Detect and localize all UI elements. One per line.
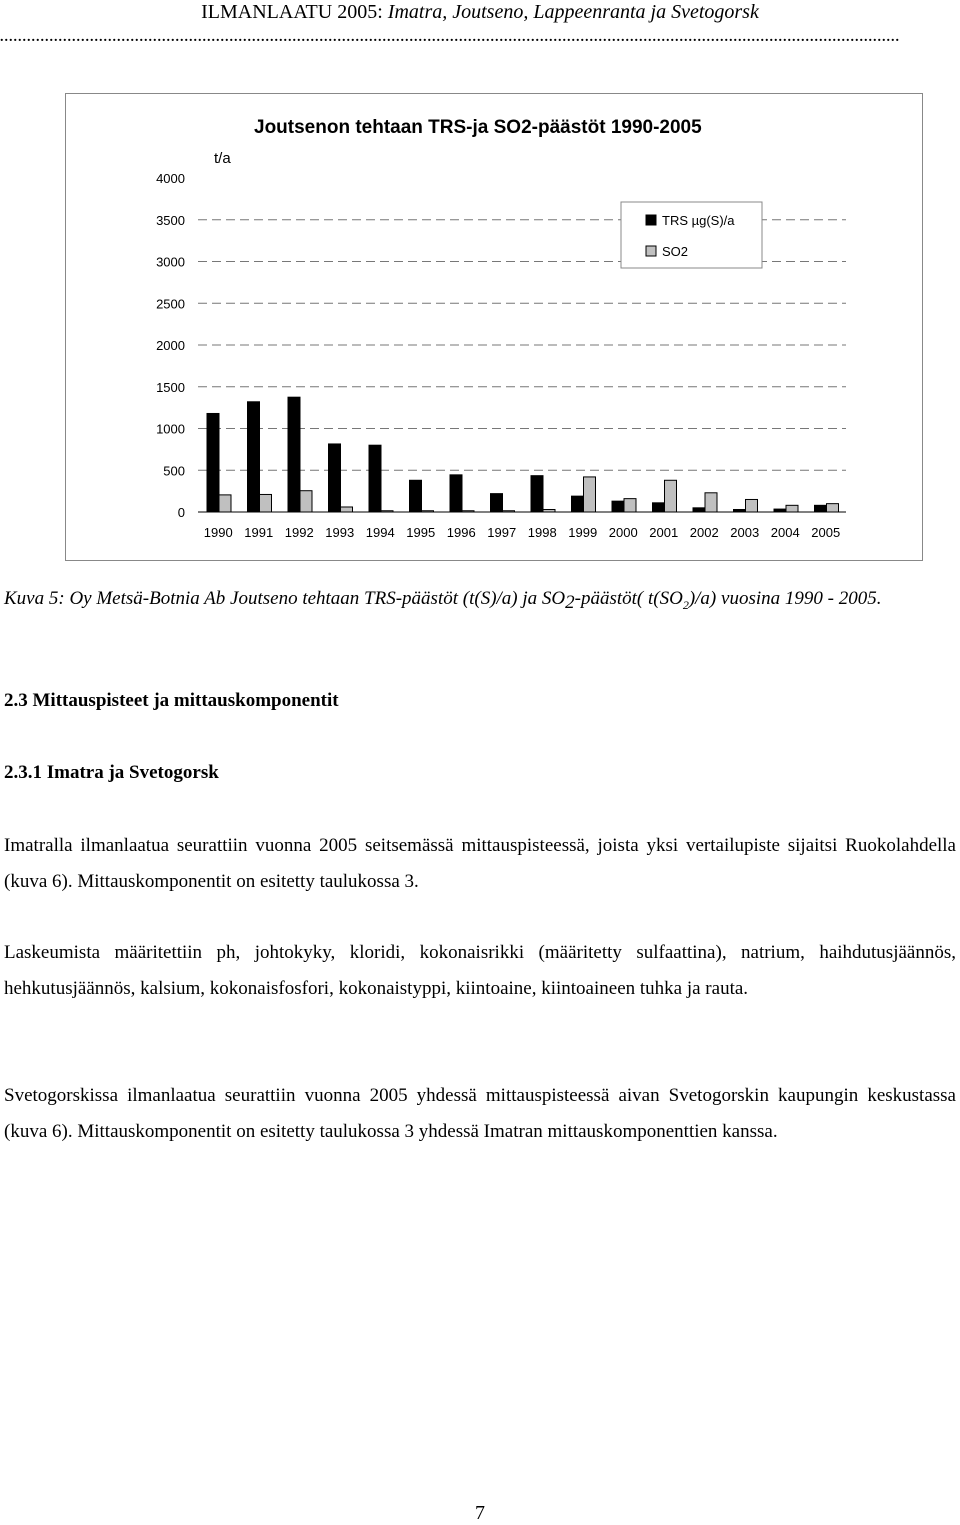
header-prefix: ILMANLAATU 2005: — [201, 1, 388, 23]
chart-bar-trs — [329, 444, 341, 512]
chart-bar-trs — [612, 501, 624, 512]
section-heading-2-3: 2.3 Mittauspisteet ja mittauskomponentit — [4, 690, 339, 711]
chart-bar-trs — [288, 397, 300, 512]
chart-ytick-label: 4000 — [156, 171, 185, 186]
chart-ytick-label: 2500 — [156, 296, 185, 312]
chart-bar-trs — [734, 509, 746, 512]
chart-bar-so2 — [260, 494, 272, 512]
emissions-chart — [65, 93, 923, 561]
page-number: 7 — [475, 1502, 485, 1524]
chart-bar-so2 — [341, 507, 353, 512]
chart-bar-so2 — [786, 505, 798, 512]
chart-bar-so2 — [543, 509, 555, 512]
chart-xtick-label: 1996 — [446, 525, 476, 540]
chart-legend — [621, 202, 762, 268]
chart-ylabel: t/a — [214, 150, 231, 167]
chart-xtick-label: 2000 — [608, 525, 638, 540]
header-rule: ........................................................................................................................................................................................................ — [0, 32, 900, 44]
chart-bar-trs — [815, 505, 827, 512]
figure-caption — [4, 582, 956, 622]
chart-ytick-label: 3500 — [156, 212, 185, 228]
page-header — [0, 0, 960, 24]
chart-xtick-label: 2005 — [811, 525, 841, 540]
chart-bar-so2 — [422, 511, 434, 512]
chart-bar-trs — [369, 445, 381, 512]
chart-ytick-label: 500 — [163, 463, 185, 479]
chart-svg — [66, 94, 922, 560]
paragraph-imatra: Imatralla ilmanlaatua seurattiin vuonna 2005 seitsemässä mittauspisteessä, joista yksi vertailupiste sijaitsi Ruokolahdella (kuva 6). Mittauskomponentit on esitetty taulukossa 3. — [4, 835, 956, 892]
chart-bar-trs — [450, 475, 462, 512]
chart-bar-so2 — [827, 504, 839, 512]
chart-xtick-label: 2001 — [649, 525, 679, 540]
chart-ytick-label: 0 — [177, 505, 185, 520]
chart-ytick-label: 3000 — [156, 254, 185, 270]
caption-lead: Kuva 5: — [4, 588, 70, 609]
chart-bar-so2 — [462, 511, 474, 512]
chart-bar-trs — [207, 413, 219, 512]
header-places: Imatra, Joutseno, Lappeenranta ja Svetogorsk — [387, 1, 759, 23]
chart-title: Joutsenon tehtaan TRS-ja SO2-päästöt 1990-2005 — [254, 117, 702, 138]
caption-text-1: Oy Metsä-Botnia Ab Joutseno tehtaan TRS-päästöt (t(S)/a) ja SO — [69, 588, 566, 609]
chart-bar-trs — [774, 509, 786, 512]
chart-bar-so2 — [584, 477, 596, 512]
chart-xtick-label: 1997 — [487, 525, 517, 540]
chart-xtick-label: 1995 — [406, 525, 436, 540]
chart-bar-so2 — [503, 511, 515, 512]
chart-bar-trs — [653, 503, 665, 512]
chart-ytick-label: 2000 — [156, 338, 185, 353]
chart-xtick-label: 2003 — [730, 525, 760, 540]
chart-xtick-label: 2002 — [689, 525, 719, 540]
section-heading-2-3-1: 2.3.1 Imatra ja Svetogorsk — [4, 762, 219, 783]
chart-xtick-label: 2004 — [770, 525, 800, 540]
caption-text-2: -päästöt( t(SO — [574, 588, 683, 609]
caption-sub-1: 2 — [565, 592, 575, 613]
chart-xtick-label: 1993 — [325, 525, 355, 540]
chart-ytick-label: 1000 — [156, 421, 185, 437]
caption-text-3: )/a) vuosina 1990 - 2005. — [688, 588, 882, 609]
chart-xtick-label: 1990 — [203, 525, 233, 540]
chart-legend-label: TRS µg(S)/a — [662, 213, 735, 228]
chart-bar-trs — [693, 508, 705, 512]
chart-xtick-label: 1998 — [527, 525, 557, 540]
chart-legend-label: SO2 — [662, 244, 689, 259]
chart-bar-so2 — [219, 495, 231, 512]
chart-bar-so2 — [705, 493, 717, 512]
chart-bar-trs — [531, 476, 543, 512]
chart-bar-trs — [410, 480, 422, 512]
paragraph-laskeuma: Laskeumista määritettiin ph, johtokyky, kloridi, kokonaisrikki (määritetty sulfaattina), natrium, haihdutusjäännös, hehkutusjäännös, kalsium, kokonaisfosfori, kokonaistyppi, kiintoaine, kiintoaineen tuhka ja rauta. — [4, 942, 956, 999]
chart-bar-trs — [248, 402, 260, 512]
chart-bar-trs — [572, 496, 584, 512]
paragraph-svetogorsk: Svetogorskissa ilmanlaatua seurattiin vuonna 2005 yhdessä mittauspisteessä aivan Svetogorskin kaupungin keskustassa (kuva 6). Mittauskomponentit on esitetty taulukossa 3 yhdessä Imatran mittauskomponenttien kanssa. — [4, 1085, 956, 1142]
chart-bar-so2 — [300, 491, 312, 512]
caption-sub-2: 2 — [682, 597, 689, 612]
chart-bar-so2 — [665, 480, 677, 512]
chart-bar-trs — [491, 494, 503, 512]
chart-bar-so2 — [624, 499, 636, 512]
chart-xtick-label: 1991 — [244, 525, 274, 540]
chart-bar-so2 — [381, 511, 393, 512]
chart-xtick-label: 1992 — [284, 525, 314, 540]
chart-xtick-label: 1994 — [365, 525, 395, 540]
chart-legend-swatch — [646, 215, 656, 225]
chart-ytick-label: 1500 — [156, 379, 185, 395]
chart-xtick-label: 1999 — [568, 525, 598, 540]
chart-legend-swatch — [646, 246, 656, 256]
chart-bar-so2 — [746, 499, 758, 512]
